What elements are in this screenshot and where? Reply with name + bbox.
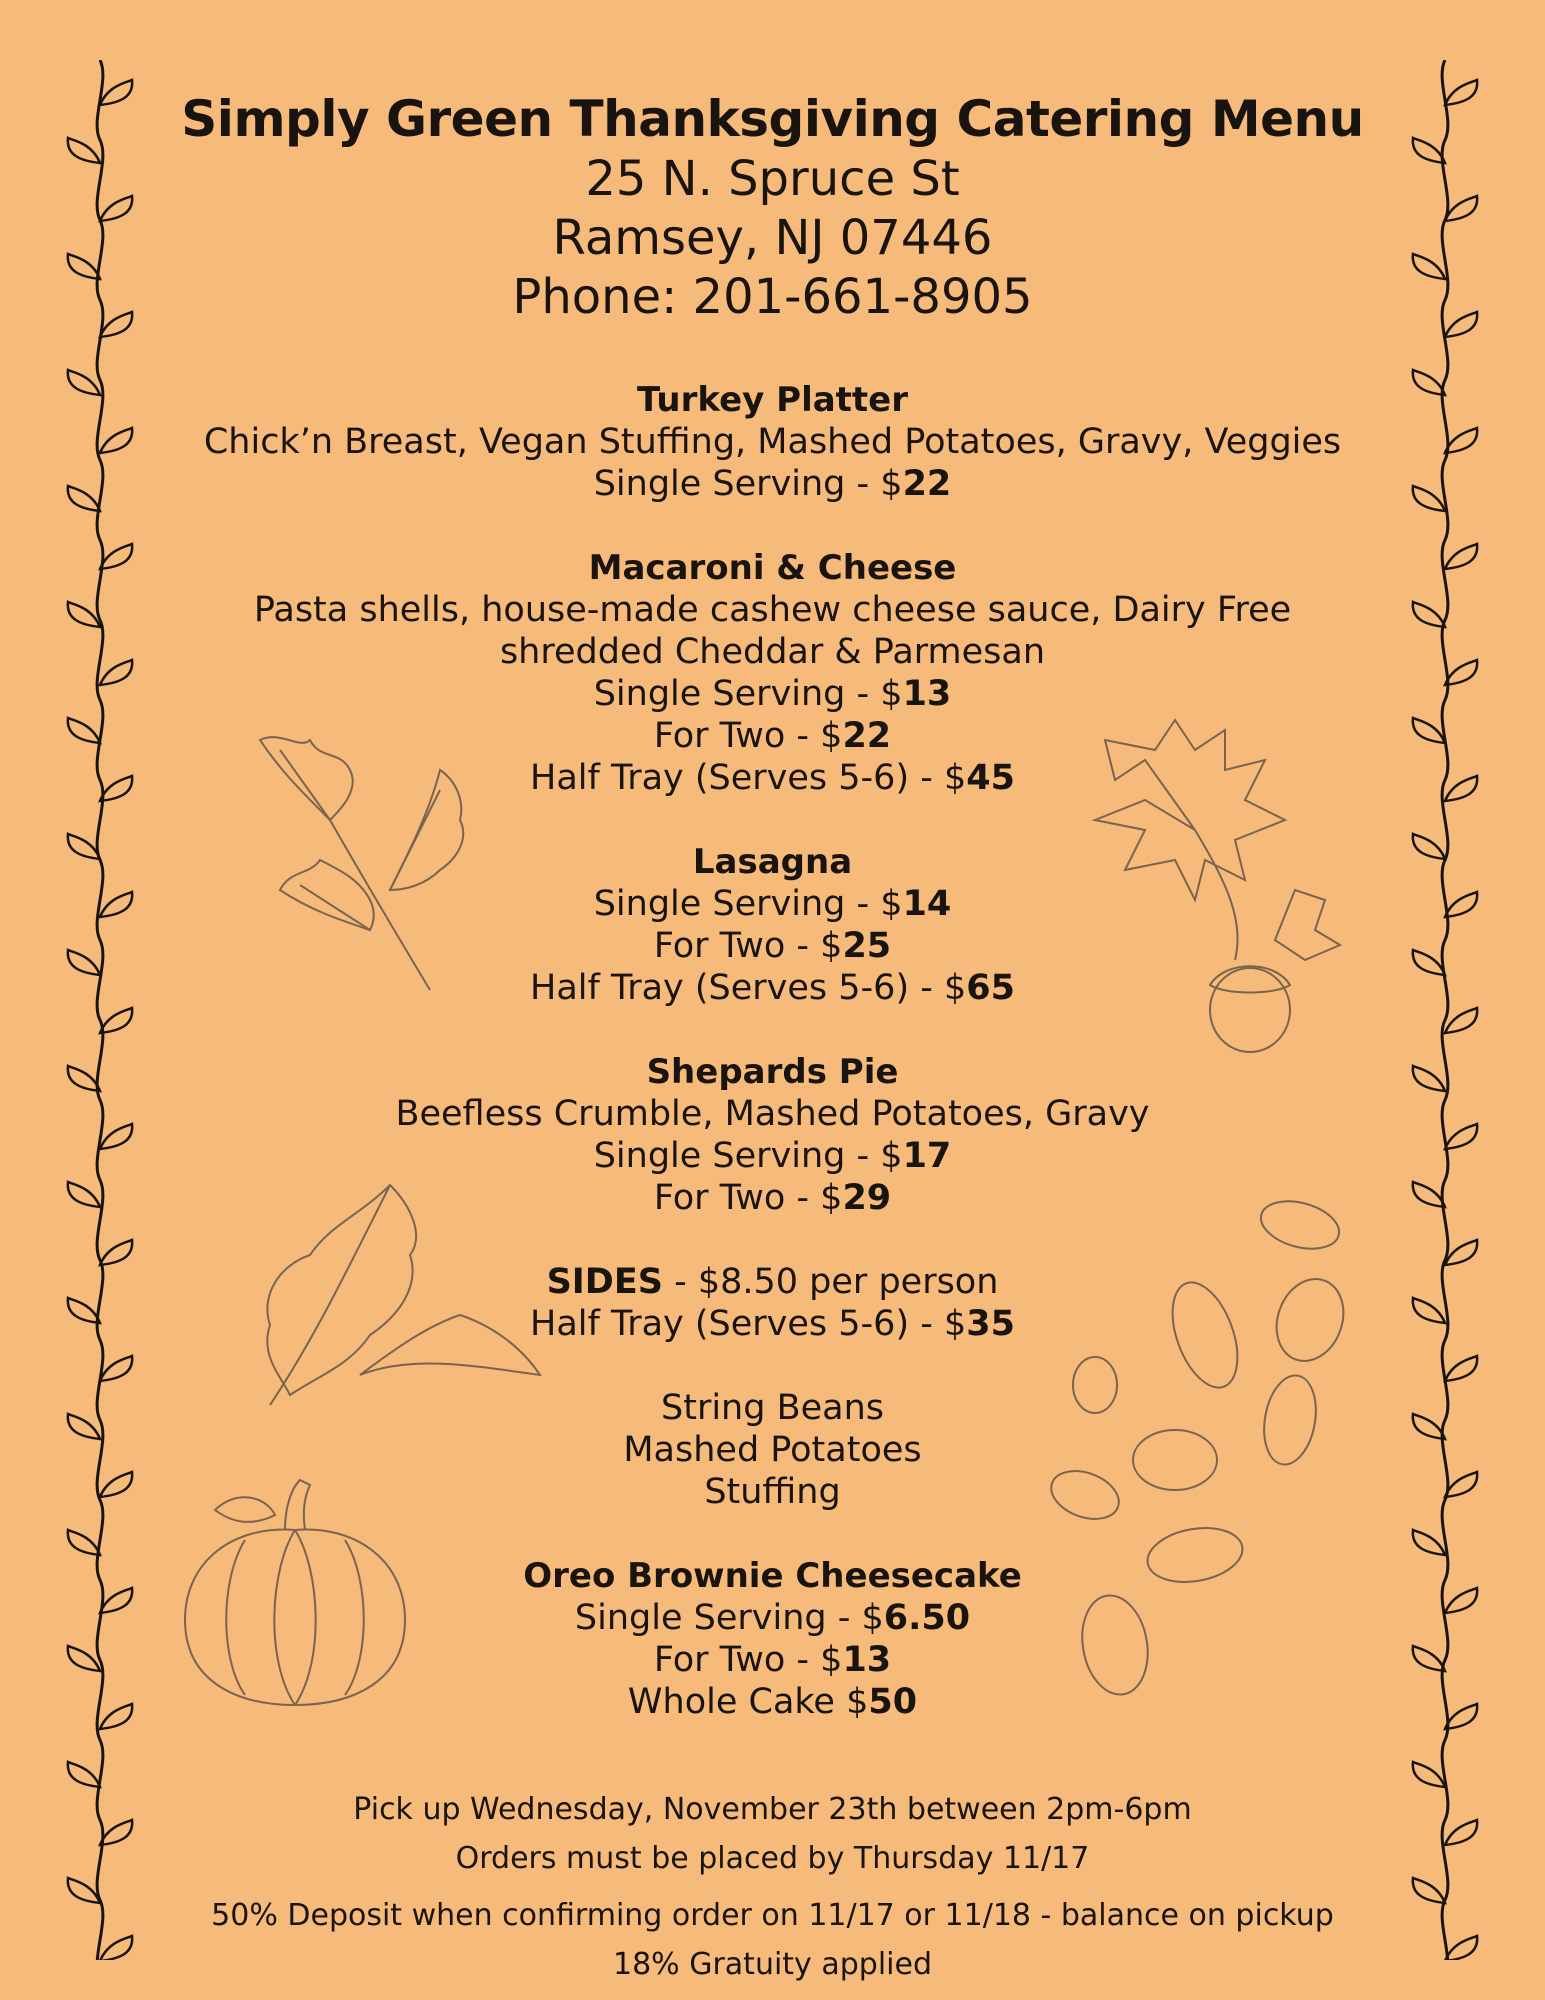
vine-leaf bbox=[1445, 776, 1477, 801]
vine-leaf bbox=[1445, 1472, 1477, 1497]
vine-leaf bbox=[1445, 1008, 1477, 1033]
side-item: String Beans bbox=[661, 1388, 884, 1428]
item-description: Pasta shells, house-made cashew cheese sauce, Dairy Free bbox=[253, 590, 1292, 630]
pickup-info: Pick up Wednesday, November 23th between 2pm-6pm bbox=[353, 1792, 1192, 1827]
vine-leaf bbox=[68, 718, 100, 743]
vine-leaf bbox=[68, 950, 100, 975]
price-two: For Two - $25 bbox=[653, 926, 892, 966]
address-line-1: 25 N. Spruce St bbox=[585, 151, 960, 207]
vine-leaf bbox=[68, 602, 100, 627]
vine-leaf bbox=[1445, 1588, 1477, 1613]
vine-leaf bbox=[1413, 486, 1445, 511]
footer-info bbox=[150, 1785, 1395, 1989]
price-single: Single Serving - $13 bbox=[593, 674, 952, 714]
vine-border-left-icon bbox=[55, 60, 145, 1960]
item-title: Macaroni & Cheese bbox=[588, 548, 957, 588]
vine-leaf bbox=[1413, 950, 1445, 975]
vine-leaf bbox=[68, 138, 100, 163]
vine-leaf bbox=[1445, 1820, 1477, 1845]
vine-leaf bbox=[1413, 1182, 1445, 1207]
vine-leaf bbox=[68, 834, 100, 859]
gratuity-info: 18% Gratuity applied bbox=[613, 1947, 932, 1982]
vine-leaf bbox=[1445, 1704, 1477, 1729]
menu-item-dessert bbox=[150, 1555, 1395, 1723]
menu-item-mac-cheese bbox=[150, 547, 1395, 799]
vine-leaf bbox=[1445, 892, 1477, 917]
vine-stem bbox=[1442, 60, 1448, 1960]
vine-stem bbox=[97, 60, 103, 1960]
vine-leaf bbox=[1445, 1356, 1477, 1381]
vine-leaf bbox=[1413, 834, 1445, 859]
vine-leaf bbox=[68, 1878, 100, 1903]
vine-leaf bbox=[1445, 1240, 1477, 1265]
price-single: Single Serving - $17 bbox=[593, 1136, 952, 1176]
vine-leaf bbox=[1445, 660, 1477, 685]
vine-leaf bbox=[1413, 1298, 1445, 1323]
price-two: For Two - $29 bbox=[653, 1178, 892, 1218]
vine-leaf bbox=[1413, 602, 1445, 627]
vine-leaf bbox=[1413, 370, 1445, 395]
vine-leaf bbox=[68, 1530, 100, 1555]
address-line-2: Ramsey, NJ 07446 bbox=[552, 210, 993, 266]
vine-leaf bbox=[100, 1356, 132, 1381]
vine-leaf bbox=[100, 312, 132, 337]
vine-leaf bbox=[100, 1820, 132, 1845]
price-two: For Two - $22 bbox=[653, 716, 892, 756]
vine-border-right-icon bbox=[1400, 60, 1490, 1960]
deposit-info: 50% Deposit when confirming order on 11/17 or 11/18 - balance on pickup bbox=[211, 1898, 1334, 1933]
vine-leaf bbox=[1413, 1066, 1445, 1091]
price-two: For Two - $13 bbox=[653, 1640, 892, 1680]
vine-leaf bbox=[1413, 1414, 1445, 1439]
vine-leaf bbox=[68, 1646, 100, 1671]
vine-leaf bbox=[68, 1414, 100, 1439]
price-whole: Whole Cake $50 bbox=[627, 1682, 918, 1722]
vine-leaf bbox=[68, 370, 100, 395]
side-item: Stuffing bbox=[704, 1472, 841, 1512]
vine-leaf bbox=[68, 486, 100, 511]
item-title: Oreo Brownie Cheesecake bbox=[523, 1556, 1022, 1596]
price-half-tray: Half Tray (Serves 5-6) - $35 bbox=[530, 1304, 1015, 1344]
page-title: Simply Green Thanksgiving Catering Menu bbox=[181, 90, 1364, 148]
menu-item-shepards-pie bbox=[150, 1051, 1395, 1219]
vine-leaf bbox=[1413, 1530, 1445, 1555]
vine-leaf bbox=[1413, 718, 1445, 743]
vine-leaf bbox=[1413, 1646, 1445, 1671]
item-title: Turkey Platter bbox=[636, 380, 909, 420]
menu-item-lasagna bbox=[150, 841, 1395, 1009]
menu-item-sides bbox=[150, 1261, 1395, 1513]
price-single: Single Serving - $14 bbox=[593, 884, 952, 924]
item-description: Chick’n Breast, Vegan Stuffing, Mashed Potatoes, Gravy, Veggies bbox=[203, 422, 1342, 462]
vine-leaf bbox=[1445, 428, 1477, 453]
item-title: Lasagna bbox=[692, 842, 853, 882]
vine-leaf bbox=[1445, 1936, 1477, 1960]
vine-leaf bbox=[1445, 80, 1477, 105]
vine-leaf bbox=[100, 1240, 132, 1265]
vine-leaf bbox=[1413, 138, 1445, 163]
vine-leaf bbox=[68, 1182, 100, 1207]
vine-leaf bbox=[100, 1704, 132, 1729]
vine-leaf bbox=[100, 428, 132, 453]
price-half-tray: Half Tray (Serves 5-6) - $45 bbox=[530, 758, 1015, 798]
menu-content bbox=[150, 88, 1395, 1989]
vine-leaf bbox=[100, 1124, 132, 1149]
price-single: Single Serving - $22 bbox=[593, 464, 952, 504]
vine-leaf bbox=[1445, 1124, 1477, 1149]
price-half-tray: Half Tray (Serves 5-6) - $65 bbox=[530, 968, 1015, 1008]
vine-leaf bbox=[1445, 544, 1477, 569]
vine-leaf bbox=[1413, 254, 1445, 279]
vine-leaf bbox=[1413, 1878, 1445, 1903]
vine-leaf bbox=[100, 1472, 132, 1497]
menu-item-turkey-platter bbox=[150, 379, 1395, 505]
vine-leaf bbox=[100, 1588, 132, 1613]
phone-number: Phone: 201-661-8905 bbox=[512, 269, 1033, 325]
vine-leaf bbox=[1445, 196, 1477, 221]
order-deadline: Orders must be placed by Thursday 11/17 bbox=[455, 1841, 1090, 1876]
vine-leaf bbox=[100, 1008, 132, 1033]
item-description: shredded Cheddar & Parmesan bbox=[499, 632, 1046, 672]
vine-leaf bbox=[68, 1066, 100, 1091]
vine-leaf bbox=[1413, 1762, 1445, 1787]
vine-leaf bbox=[100, 1936, 132, 1960]
vine-leaf bbox=[100, 776, 132, 801]
vine-leaf bbox=[100, 196, 132, 221]
vine-leaf bbox=[100, 80, 132, 105]
side-item: Mashed Potatoes bbox=[623, 1430, 922, 1470]
sides-heading: SIDES - $8.50 per person bbox=[546, 1262, 999, 1302]
vine-leaf bbox=[100, 544, 132, 569]
vine-leaf bbox=[68, 1298, 100, 1323]
vine-leaf bbox=[100, 660, 132, 685]
price-single: Single Serving - $6.50 bbox=[574, 1598, 971, 1638]
vine-leaf bbox=[1445, 312, 1477, 337]
item-title: Shepards Pie bbox=[646, 1052, 899, 1092]
item-description: Beefless Crumble, Mashed Potatoes, Gravy bbox=[395, 1094, 1150, 1134]
vine-leaf bbox=[68, 254, 100, 279]
vine-leaf bbox=[68, 1762, 100, 1787]
vine-leaf bbox=[100, 892, 132, 917]
